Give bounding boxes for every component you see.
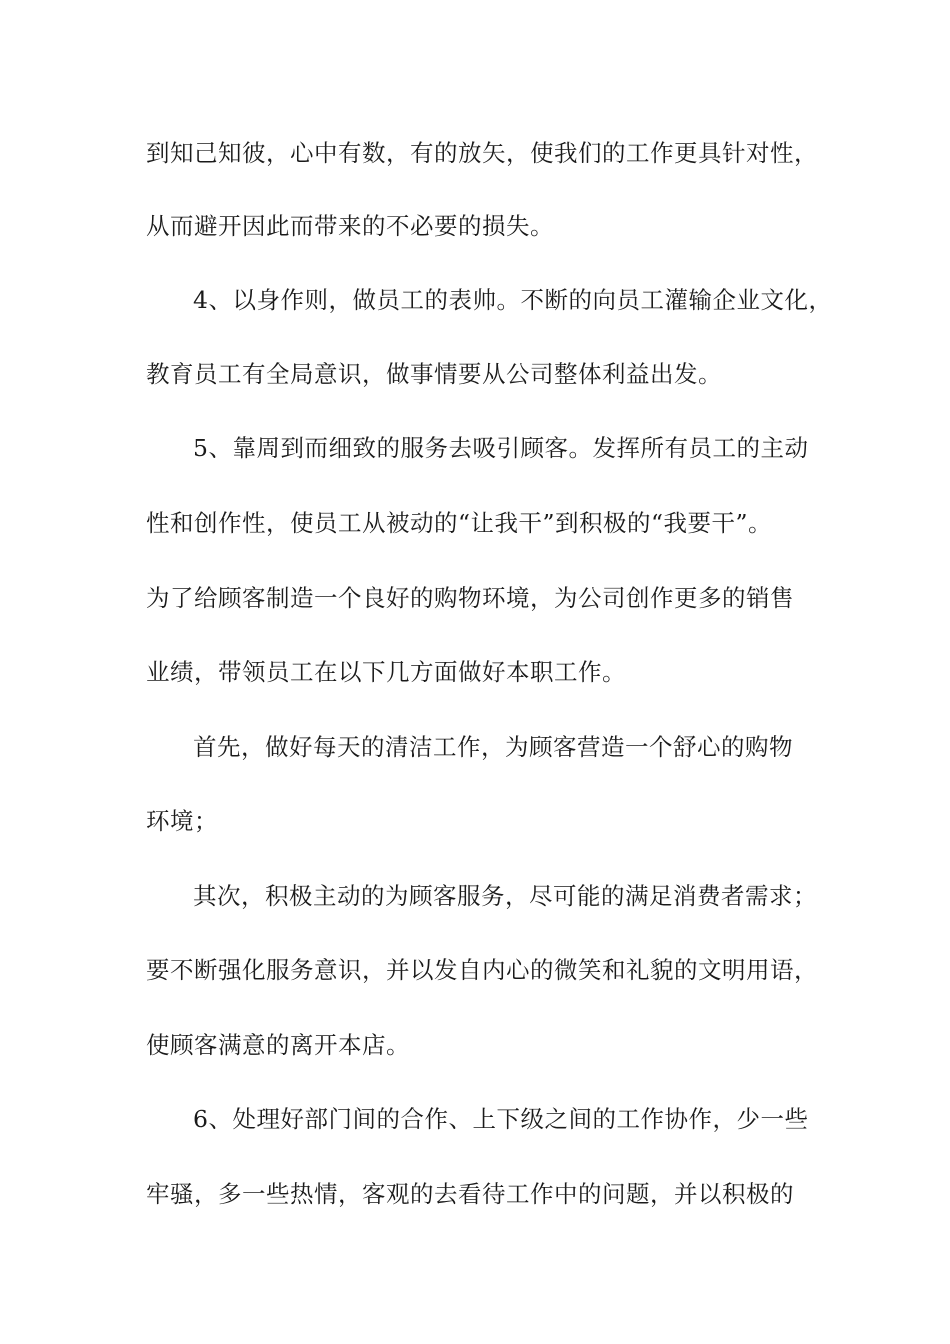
paragraph-line: 环境； bbox=[146, 807, 218, 835]
paragraph-line: 性和创作性，使员工从被动的“让我干”到积极的“我要干”。 bbox=[146, 509, 773, 537]
paragraph-line: 5、靠周到而细致的服务去吸引顾客。发挥所有员工的主动 bbox=[193, 434, 809, 462]
paragraph-line: 为了给顾客制造一个良好的购物环境，为公司创作更多的销售 bbox=[146, 584, 794, 612]
paragraph-line: 4、以身作则，做员工的表帅。不断的向员工灌输企业文化， bbox=[193, 286, 833, 314]
paragraph-line: 其次，积极主动的为顾客服务，尽可能的满足消费者需求； bbox=[193, 882, 817, 910]
paragraph-line: 首先，做好每天的清洁工作，为顾客营造一个舒心的购物 bbox=[193, 733, 793, 761]
paragraph-line: 从而避开因此而带来的不必要的损失。 bbox=[146, 212, 554, 240]
paragraph-line: 业绩，带领员工在以下几方面做好本职工作。 bbox=[146, 658, 626, 686]
paragraph-line: 6、处理好部门间的合作、上下级之间的工作协作，少一些 bbox=[193, 1105, 809, 1133]
paragraph-line: 到知己知彼，心中有数，有的放矢，使我们的工作更具针对性， bbox=[146, 139, 818, 167]
paragraph-line: 使顾客满意的离开本店。 bbox=[146, 1031, 410, 1059]
paragraph-line: 牢骚，多一些热情，客观的去看待工作中的问题，并以积极的 bbox=[146, 1180, 794, 1208]
paragraph-line: 教育员工有全局意识，做事情要从公司整体利益出发。 bbox=[146, 360, 722, 388]
paragraph-line: 要不断强化服务意识，并以发自内心的微笑和礼貌的文明用语， bbox=[146, 956, 818, 984]
